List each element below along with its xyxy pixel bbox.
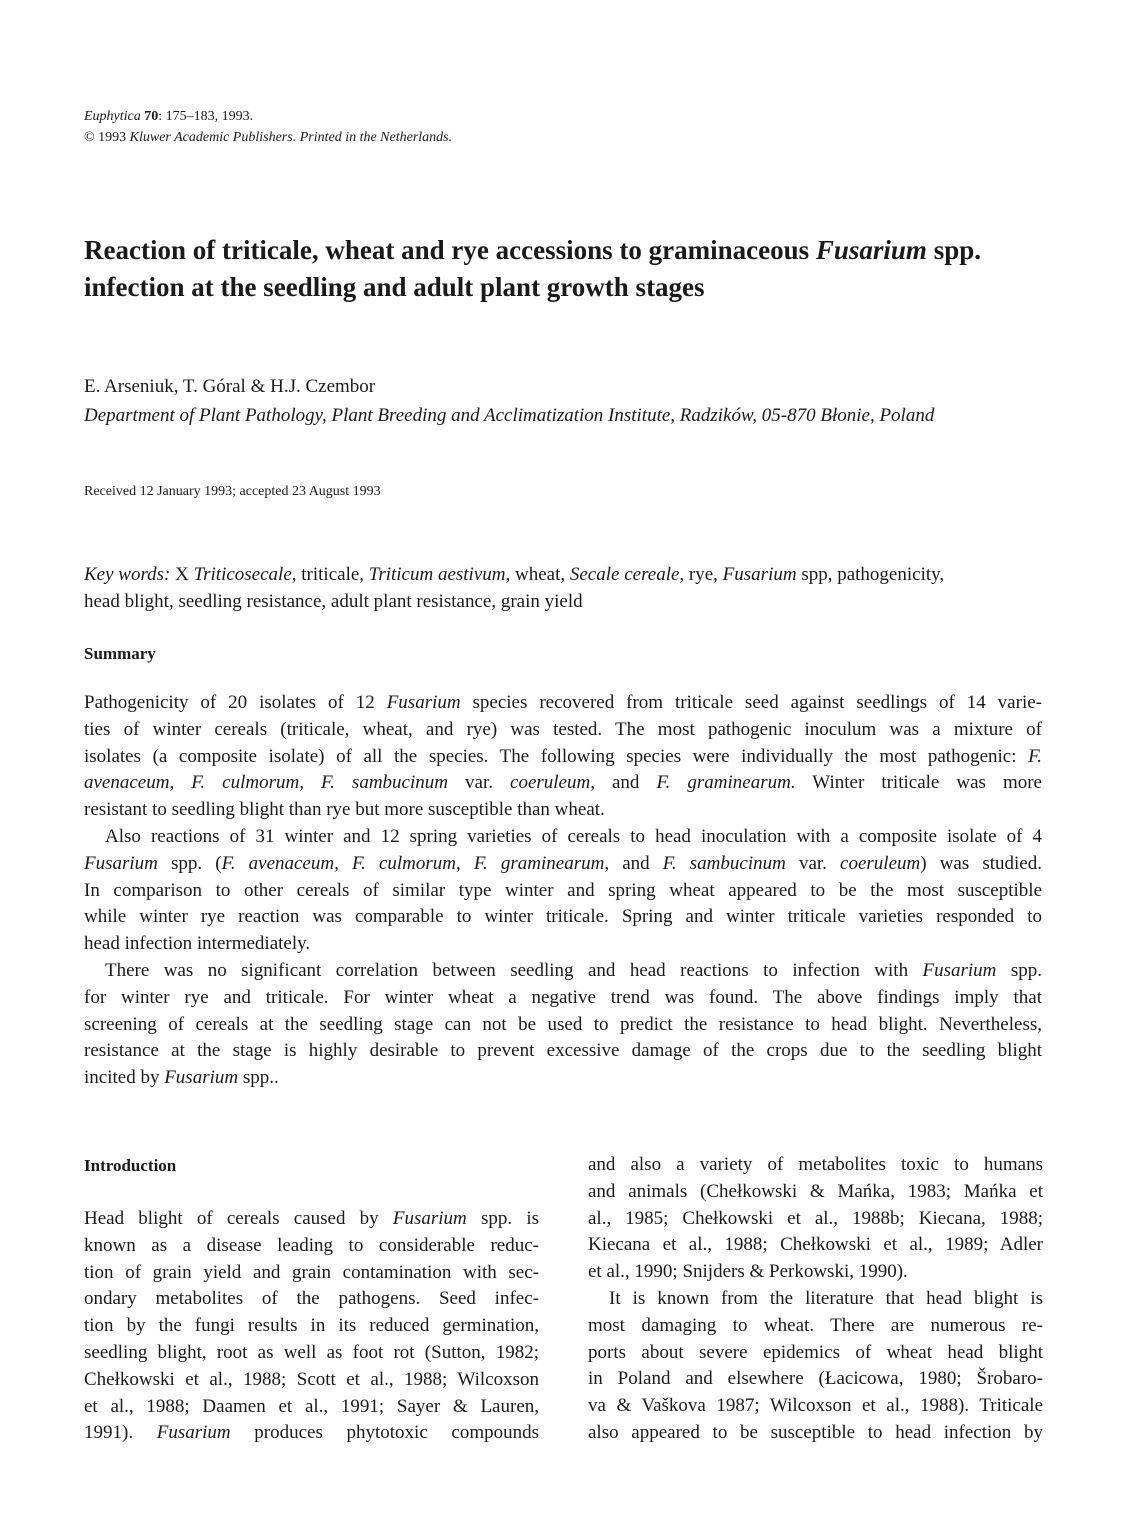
kw-text: spp, pathogenicity, xyxy=(796,564,945,585)
intro-left-line: Head blight of cereals caused by Fusarium spp. is xyxy=(84,1208,539,1229)
kw-text: rye, xyxy=(684,564,723,585)
intro-right-line: and also a variety of metabolites toxic to humans xyxy=(588,1154,1043,1175)
intro-left-column xyxy=(84,1206,539,1447)
summary-p3-line: incited by Fusarium spp.. xyxy=(84,1067,279,1089)
title-part-2: spp. infection at the seedling and adult plant growth stages xyxy=(84,235,981,302)
journal-volume: 70 xyxy=(144,109,159,124)
summary-p3-line: There was no significant correlation between seedling and head reactions to infection with Fusarium spp. xyxy=(105,959,1042,981)
keywords-label: Key words: xyxy=(84,564,171,585)
intro-right-line: also appeared to be susceptible to head infection by xyxy=(588,1421,1043,1443)
received-dates: Received 12 January 1993; accepted 23 August 1993 xyxy=(84,484,381,499)
intro-right-column xyxy=(588,1152,1043,1447)
paper-title xyxy=(84,232,1044,306)
title-part-1: Reaction of triticale, wheat and rye accessions to graminaceous xyxy=(84,235,816,265)
kw-italic: Fusarium xyxy=(722,564,797,585)
summary-p1-line: resistant to seedling blight than rye but more susceptible than wheat. xyxy=(84,799,605,821)
kw-text: triticale, xyxy=(296,564,369,585)
journal-name: Euphytica xyxy=(84,109,141,124)
intro-right-line: in Poland and elsewhere (Łacicowa, 1980; Šrobaro- xyxy=(588,1368,1043,1390)
intro-left-line: tion of grain yield and grain contamination with sec- xyxy=(84,1261,539,1283)
kw-text: X xyxy=(170,564,194,585)
journal-line xyxy=(84,106,452,127)
summary-p3-line: for winter rye and triticale. For winter wheat a negative trend was found. The above findings imply that xyxy=(84,986,1042,1008)
intro-left-line: known as a disease leading to considerable reduc- xyxy=(84,1234,539,1256)
title-italic: Fusarium xyxy=(815,235,927,265)
summary-p1-line: ties of winter cereals (triticale, wheat, and rye) was tested. The most pathogenic inoculum was a mixture of xyxy=(84,718,1042,740)
intro-right-line: Kiecana et al., 1988; Chełkowski et al., 1989; Adler xyxy=(588,1234,1043,1256)
journal-pages-year: : 175–183, 1993. xyxy=(158,109,254,124)
publisher: Kluwer Academic Publishers. Printed in the Netherlands. xyxy=(129,130,453,145)
keywords xyxy=(84,561,1042,615)
summary-p2-line: Fusarium spp. (F. avenaceum, F. culmorum, F. graminearum, and F. sambucinum var. coeruleum) was studied. xyxy=(84,852,1042,874)
summary-p1-line: isolates (a composite isolate) of all the species. The following species were individually the most pathogenic: F. xyxy=(84,745,1042,767)
kw-text: wheat, xyxy=(510,564,570,585)
intro-left-line: ondary metabolites of the pathogens. Seed infec- xyxy=(84,1288,539,1310)
intro-left-line: tion by the fungi results in its reduced germination, xyxy=(84,1315,539,1337)
summary-body xyxy=(84,690,1042,1092)
intro-right-line: ports about severe epidemics of wheat head blight xyxy=(588,1341,1043,1363)
intro-right-line: va & Vaškova 1987; Wilcoxson et al., 1988). Triticale xyxy=(588,1395,1043,1417)
introduction-heading: Introduction xyxy=(84,1156,177,1175)
summary-p2-line: while winter rye reaction was comparable to winter triticale. Spring and winter triticale varieties responded to xyxy=(84,906,1042,928)
intro-right-line: al., 1985; Chełkowski et al., 1988b; Kiecana, 1988; xyxy=(588,1207,1043,1229)
intro-left-line: 1991). Fusarium produces phytotoxic compounds xyxy=(84,1422,539,1444)
kw-italic: Triticosecale, xyxy=(193,564,297,585)
kw-italic: Secale cereale, xyxy=(569,564,685,585)
copyright-year: © 1993 xyxy=(84,130,127,145)
intro-right-line: et al., 1990; Snijders & Perkowski, 1990). xyxy=(588,1261,908,1283)
intro-right-line: It is known from the literature that head blight is xyxy=(609,1287,1043,1309)
keywords-line-2: head blight, seedling resistance, adult plant resistance, grain yield xyxy=(84,591,583,612)
summary-p3-line: screening of cereals at the seedling stage can not be used to predict the resistance to head blight. Nevertheless, xyxy=(84,1013,1042,1035)
affiliation: Department of Plant Pathology, Plant Breeding and Acclimatization Institute, Radzików, 05-870 Błonie, Poland xyxy=(84,405,935,426)
intro-left-line: et al., 1988; Daamen et al., 1991; Sayer & Lauren, xyxy=(84,1395,539,1417)
intro-left-line: seedling blight, root as well as foot rot (Sutton, 1982; xyxy=(84,1341,539,1363)
kw-italic: Triticum aestivum, xyxy=(368,564,511,585)
keywords-line-1 xyxy=(84,561,1042,588)
intro-right-line: and animals (Chełkowski & Mańka, 1983; Mańka et xyxy=(588,1180,1043,1202)
summary-p2-line: In comparison to other cereals of similar type winter and spring wheat appeared to be the most susceptible xyxy=(84,879,1042,901)
summary-p3-line: resistance at the stage is highly desirable to prevent excessive damage of the crops due to the seedling blight xyxy=(84,1040,1042,1062)
journal-citation xyxy=(84,106,452,148)
summary-p1-line: avenaceum, F. culmorum, F. sambucinum var. coeruleum, and F. graminearum. Winter triticale was more xyxy=(84,772,1042,794)
summary-p1-line: Pathogenicity of 20 isolates of 12 Fusarium species recovered from triticale seed against seedlings of 14 varie- xyxy=(84,692,1042,713)
summary-heading: Summary xyxy=(84,644,156,663)
intro-right-line: most damaging to wheat. There are numerous re- xyxy=(588,1314,1043,1336)
summary-p2-line: Also reactions of 31 winter and 12 spring varieties of cereals to head inoculation with a composite isolate of 4 xyxy=(105,825,1042,847)
authors: E. Arseniuk, T. Góral & H.J. Czembor xyxy=(84,376,376,397)
copyright-line xyxy=(84,127,452,148)
summary-p2-line: head infection intermediately. xyxy=(84,933,311,955)
intro-left-line: Chełkowski et al., 1988; Scott et al., 1988; Wilcoxson xyxy=(84,1368,539,1390)
